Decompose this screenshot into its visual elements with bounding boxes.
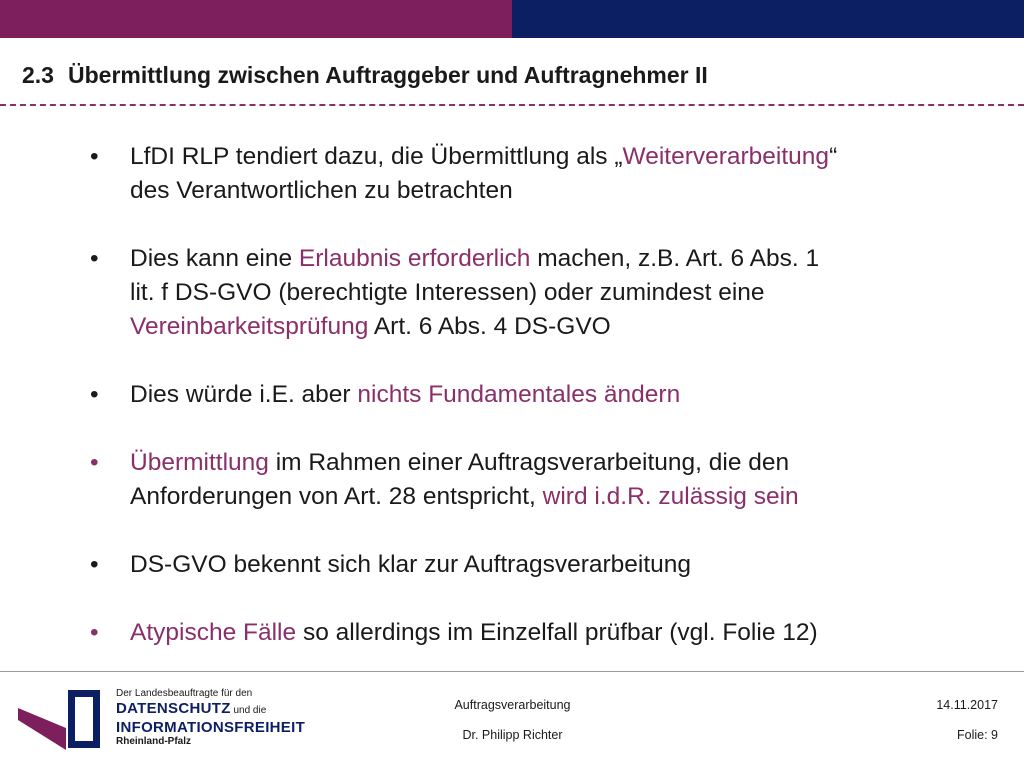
bullet-line [130,174,980,208]
bullet-item [80,378,980,412]
logo-line-1: Der Landesbeauftragte für den [116,688,253,699]
highlighted-text: Weiterverarbeitung [622,143,830,170]
lfdi-logo [18,688,318,754]
bullet-line [130,310,980,344]
footer-author: Dr. Philipp Richter [462,728,563,742]
footer-topic: Auftragsverarbeitung [454,698,571,712]
bullet-item [80,242,980,344]
logo-line-4: Rheinland-Pfalz [116,736,192,747]
bullet-dot-icon: • [90,245,99,272]
bullet-text: Dies kann eine [130,245,299,272]
bullet-item [80,548,980,582]
top-bar-purple-segment [0,0,512,38]
bullet-item [80,446,980,514]
bullet-text: im Rahmen einer Auftragsverarbeitung, die den [268,449,790,476]
bullet-text: so allerdings im Einzelfall prüfbar (vgl. Folie 12) [296,619,818,646]
bullet-line [130,242,980,276]
bullet-text: “ [829,143,838,170]
bullet-line [130,616,980,650]
bullet-text: machen, z.B. Art. 6 Abs. 1 [530,245,820,272]
bullet-item [80,140,980,208]
bullet-text: LfDI RLP tendiert dazu, die Übermittlung als „ [130,143,623,170]
bullet-line [130,140,980,174]
slide-title [22,62,1002,89]
bullet-line [130,446,980,480]
highlighted-text: Vereinbarkeitsprüfung [130,313,369,340]
logo-line-3: INFORMATIONSFREIHEIT [116,719,306,736]
top-color-bar [0,0,1024,38]
footer-divider [0,671,1024,672]
footer-date: 14.11.2017 [936,698,998,712]
bullet-dot-icon: • [90,381,99,408]
title-divider [0,104,1024,106]
bullet-item [80,616,980,650]
highlighted-text: nichts Fundamentales ändern [357,381,681,408]
logo-line-2 [116,700,305,719]
highlighted-text: Übermittlung [130,449,269,476]
bullet-text: des Verantwortlichen zu betrachten [130,177,513,204]
bullet-dot-icon: • [90,143,99,170]
bullet-line [130,548,980,582]
bullet-text: Dies würde i.E. aber [130,381,358,408]
section-title: Übermittlung zwischen Auftraggeber und Auftragnehmer II [68,62,708,88]
highlighted-text: Atypische Fälle [130,619,297,646]
bullet-line [130,378,980,412]
bullet-list [80,140,980,684]
bullet-line [130,480,980,514]
section-number: 2.3 [22,62,54,88]
bullet-text: Art. 6 Abs. 4 DS-GVO [368,313,611,340]
bullet-text: Anforderungen von Art. 28 entspricht, [130,483,543,510]
bullet-dot-icon: • [90,449,99,476]
logo-text [116,688,305,748]
highlighted-text: wird i.d.R. zulässig sein [542,483,799,510]
lfdi-logo-mark-icon [18,688,108,750]
bullet-dot-icon: • [90,619,99,646]
bullet-line [130,276,980,310]
bullet-text: lit. f DS-GVO (berechtigte Interessen) oder zumindest eine [130,279,765,306]
bullet-dot-icon: • [90,551,99,578]
highlighted-text: Erlaubnis erforderlich [298,245,531,272]
logo-und-die: und die [230,705,267,716]
logo-datenschutz: DATENSCHUTZ [116,700,231,717]
top-bar-navy-segment [512,0,1024,38]
bullet-text: DS-GVO bekennt sich klar zur Auftragsverarbeitung [130,551,692,578]
footer-slide-number: Folie: 9 [957,728,998,742]
